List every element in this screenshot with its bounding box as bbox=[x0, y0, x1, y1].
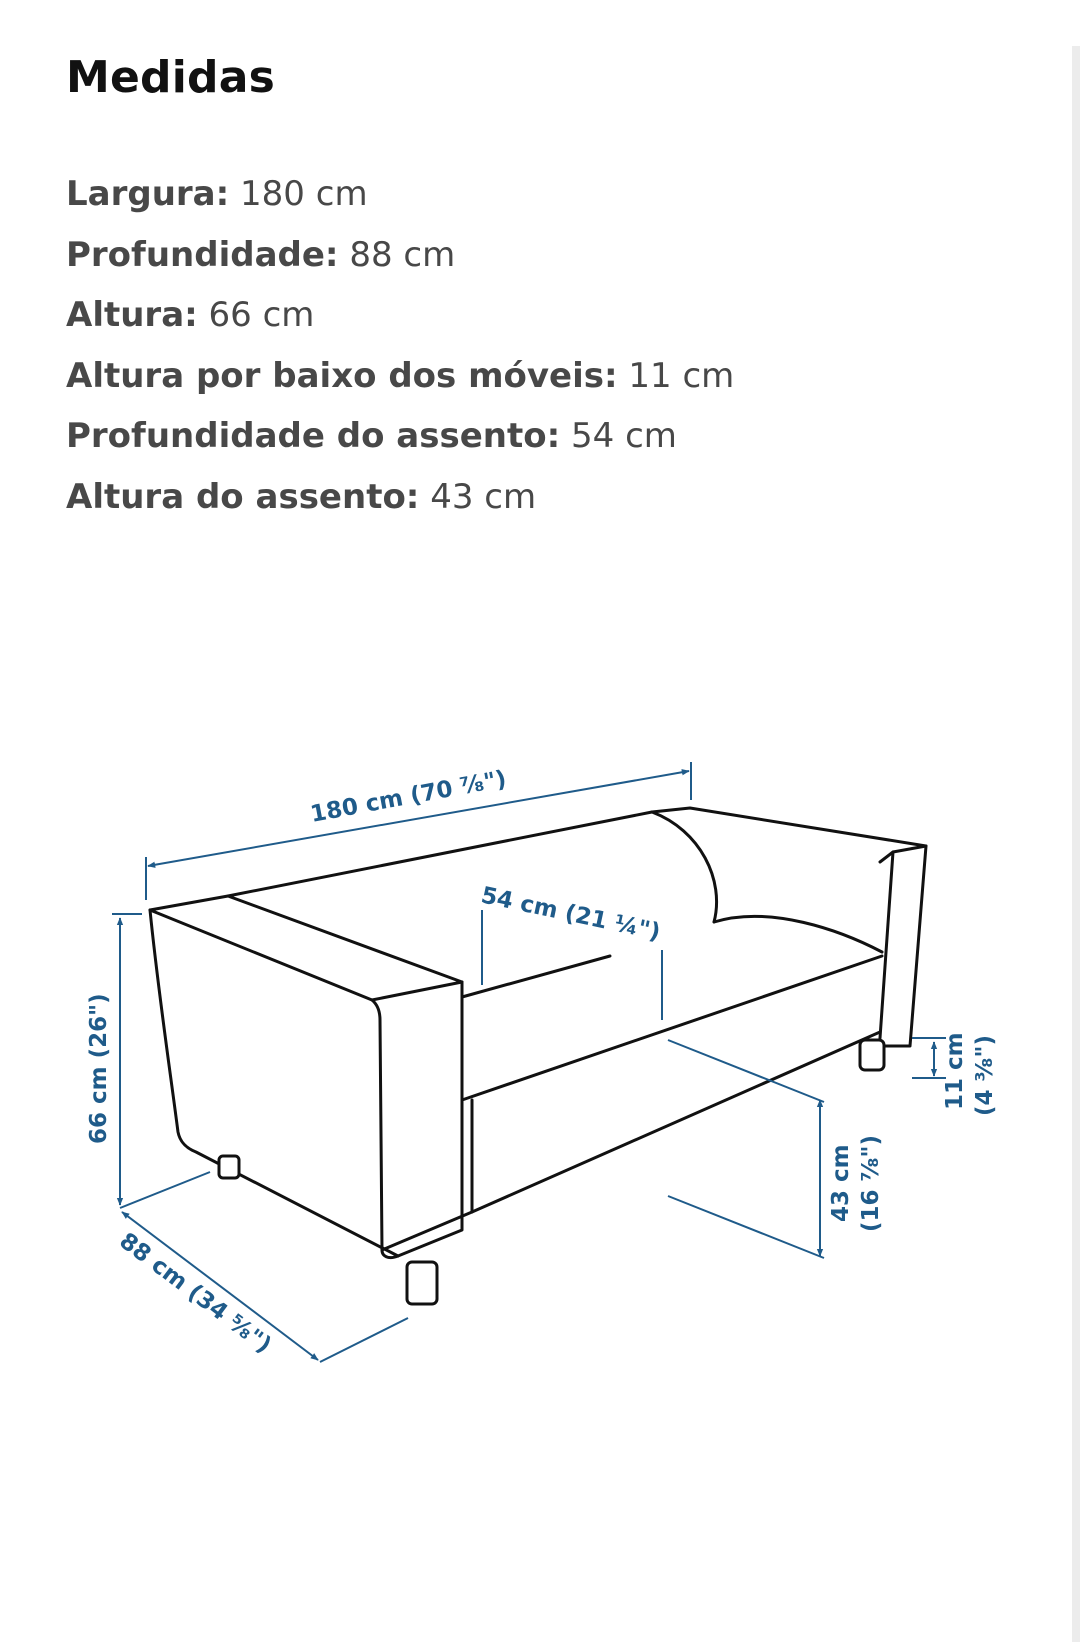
dimension-value: 88 cm bbox=[349, 234, 456, 275]
dimension-lines bbox=[112, 762, 946, 1362]
dimension-label: Altura do assento: bbox=[66, 476, 420, 517]
dimension-value: 54 cm bbox=[571, 416, 677, 456]
seat-height-cm-label: 43 cm bbox=[828, 1144, 854, 1222]
dimension-row-depth bbox=[66, 225, 734, 286]
dimension-row-clearance bbox=[66, 346, 734, 407]
sofa-dimension-diagram bbox=[0, 740, 1080, 1380]
dimension-label: Altura: bbox=[66, 295, 198, 335]
seat-height-in-label: (16 ⁷⁄₈") bbox=[858, 1134, 884, 1232]
dimension-row-width bbox=[66, 164, 734, 225]
seat-depth-dimension-label: 54 cm (21 ¼") bbox=[478, 882, 663, 946]
dimension-row-seat-height bbox=[66, 467, 734, 528]
dimension-label: Profundidade: bbox=[66, 234, 339, 275]
sofa-legs bbox=[219, 1040, 884, 1304]
dimension-label: Altura por baixo dos móveis: bbox=[66, 355, 618, 396]
dimension-list bbox=[66, 164, 734, 527]
depth-dimension-label: 88 cm (34 ⁵⁄₈") bbox=[114, 1228, 276, 1359]
page-title: Medidas bbox=[66, 52, 275, 103]
clearance-cm-label: 11 cm bbox=[942, 1032, 968, 1110]
dimension-row-seat-depth bbox=[66, 406, 734, 467]
dimension-value: 66 cm bbox=[208, 295, 315, 335]
clearance-in-label: (4 ³⁄₈") bbox=[972, 1034, 998, 1116]
dimension-value: 11 cm bbox=[628, 355, 735, 396]
dimension-row-height bbox=[66, 285, 734, 346]
dimension-label: Largura: bbox=[66, 174, 230, 214]
dimension-value: 43 cm bbox=[430, 476, 537, 517]
height-dimension-label: 66 cm (26") bbox=[86, 993, 112, 1144]
dimension-value: 180 cm bbox=[240, 174, 368, 214]
dimension-label: Profundidade do assento: bbox=[66, 416, 561, 456]
width-dimension-label: 180 cm (70 ⁷⁄₈") bbox=[308, 766, 509, 828]
sofa-outline bbox=[150, 808, 926, 1258]
